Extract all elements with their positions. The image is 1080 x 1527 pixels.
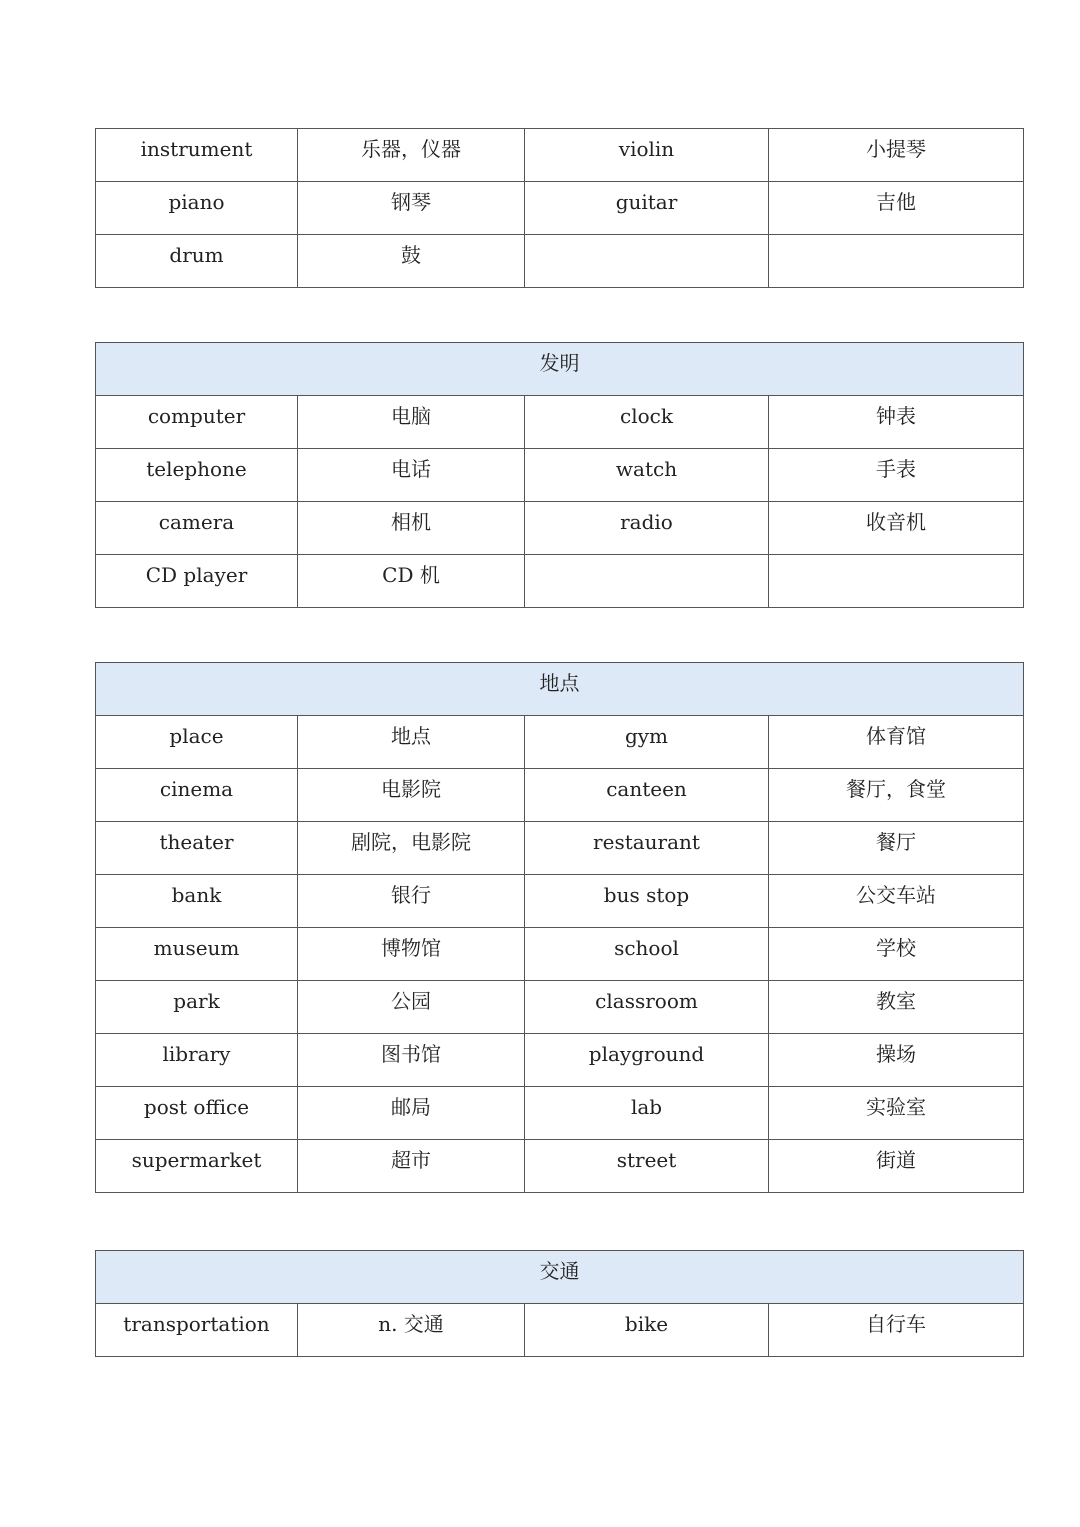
english-word-cell: lab: [525, 1087, 769, 1140]
chinese-meaning-cell: 邮局: [298, 1087, 525, 1140]
table-header-row: [96, 1251, 1024, 1304]
english-word-cell: clock: [525, 396, 769, 449]
chinese-meaning-cell: 教室: [769, 981, 1024, 1034]
table-header-row: [96, 663, 1024, 716]
chinese-meaning-cell: n. 交通: [298, 1304, 525, 1357]
table-row: [96, 1087, 1024, 1140]
english-word-cell: post office: [96, 1087, 298, 1140]
english-word-cell: telephone: [96, 449, 298, 502]
english-word-cell: theater: [96, 822, 298, 875]
english-word-cell: school: [525, 928, 769, 981]
chinese-meaning-cell: 小提琴: [769, 129, 1024, 182]
table-row: [96, 449, 1024, 502]
english-word-cell: canteen: [525, 769, 769, 822]
chinese-meaning-cell: 实验室: [769, 1087, 1024, 1140]
chinese-meaning-cell: 乐器，仪器: [298, 129, 525, 182]
table-title: 发明: [96, 343, 1024, 396]
table-header-row: [96, 343, 1024, 396]
chinese-meaning-cell: 地点: [298, 716, 525, 769]
english-word-cell: CD player: [96, 555, 298, 608]
table-row: [96, 1034, 1024, 1087]
english-word-cell: gym: [525, 716, 769, 769]
chinese-meaning-cell: 街道: [769, 1140, 1024, 1193]
table-row: [96, 129, 1024, 182]
english-word-cell: [525, 235, 769, 288]
vocab-table-places: [95, 662, 1024, 1193]
chinese-meaning-cell: 手表: [769, 449, 1024, 502]
english-word-cell: street: [525, 1140, 769, 1193]
english-word-cell: radio: [525, 502, 769, 555]
english-word-cell: park: [96, 981, 298, 1034]
chinese-meaning-cell: 电脑: [298, 396, 525, 449]
chinese-meaning-cell: CD 机: [298, 555, 525, 608]
english-word-cell: restaurant: [525, 822, 769, 875]
chinese-meaning-cell: 图书馆: [298, 1034, 525, 1087]
chinese-meaning-cell: 餐厅: [769, 822, 1024, 875]
chinese-meaning-cell: 餐厅，食堂: [769, 769, 1024, 822]
english-word-cell: drum: [96, 235, 298, 288]
vocab-table-transportation: [95, 1250, 1024, 1357]
chinese-meaning-cell: 收音机: [769, 502, 1024, 555]
chinese-meaning-cell: 钢琴: [298, 182, 525, 235]
english-word-cell: instrument: [96, 129, 298, 182]
table-row: [96, 822, 1024, 875]
table-row: [96, 396, 1024, 449]
table-row: [96, 875, 1024, 928]
chinese-meaning-cell: 吉他: [769, 182, 1024, 235]
chinese-meaning-cell: [769, 235, 1024, 288]
chinese-meaning-cell: 电话: [298, 449, 525, 502]
table-row: [96, 1304, 1024, 1357]
chinese-meaning-cell: 超市: [298, 1140, 525, 1193]
chinese-meaning-cell: 自行车: [769, 1304, 1024, 1357]
english-word-cell: cinema: [96, 769, 298, 822]
english-word-cell: transportation: [96, 1304, 298, 1357]
table-row: [96, 555, 1024, 608]
chinese-meaning-cell: 公交车站: [769, 875, 1024, 928]
table-row: [96, 769, 1024, 822]
table-row: [96, 716, 1024, 769]
chinese-meaning-cell: 相机: [298, 502, 525, 555]
english-word-cell: playground: [525, 1034, 769, 1087]
table-row: [96, 182, 1024, 235]
table-title: 地点: [96, 663, 1024, 716]
chinese-meaning-cell: 操场: [769, 1034, 1024, 1087]
table-row: [96, 502, 1024, 555]
english-word-cell: supermarket: [96, 1140, 298, 1193]
english-word-cell: library: [96, 1034, 298, 1087]
chinese-meaning-cell: 博物馆: [298, 928, 525, 981]
chinese-meaning-cell: 公园: [298, 981, 525, 1034]
vocab-table-inventions: [95, 342, 1024, 608]
chinese-meaning-cell: 剧院，电影院: [298, 822, 525, 875]
english-word-cell: place: [96, 716, 298, 769]
english-word-cell: bike: [525, 1304, 769, 1357]
english-word-cell: bus stop: [525, 875, 769, 928]
english-word-cell: computer: [96, 396, 298, 449]
chinese-meaning-cell: 钟表: [769, 396, 1024, 449]
english-word-cell: museum: [96, 928, 298, 981]
table-row: [96, 981, 1024, 1034]
english-word-cell: watch: [525, 449, 769, 502]
chinese-meaning-cell: 电影院: [298, 769, 525, 822]
chinese-meaning-cell: [769, 555, 1024, 608]
english-word-cell: classroom: [525, 981, 769, 1034]
english-word-cell: camera: [96, 502, 298, 555]
table-row: [96, 235, 1024, 288]
english-word-cell: violin: [525, 129, 769, 182]
chinese-meaning-cell: 银行: [298, 875, 525, 928]
table-row: [96, 928, 1024, 981]
table-title: 交通: [96, 1251, 1024, 1304]
vocab-table-instruments: [95, 128, 1024, 288]
english-word-cell: [525, 555, 769, 608]
chinese-meaning-cell: 体育馆: [769, 716, 1024, 769]
english-word-cell: piano: [96, 182, 298, 235]
chinese-meaning-cell: 学校: [769, 928, 1024, 981]
table-row: [96, 1140, 1024, 1193]
english-word-cell: guitar: [525, 182, 769, 235]
chinese-meaning-cell: 鼓: [298, 235, 525, 288]
english-word-cell: bank: [96, 875, 298, 928]
